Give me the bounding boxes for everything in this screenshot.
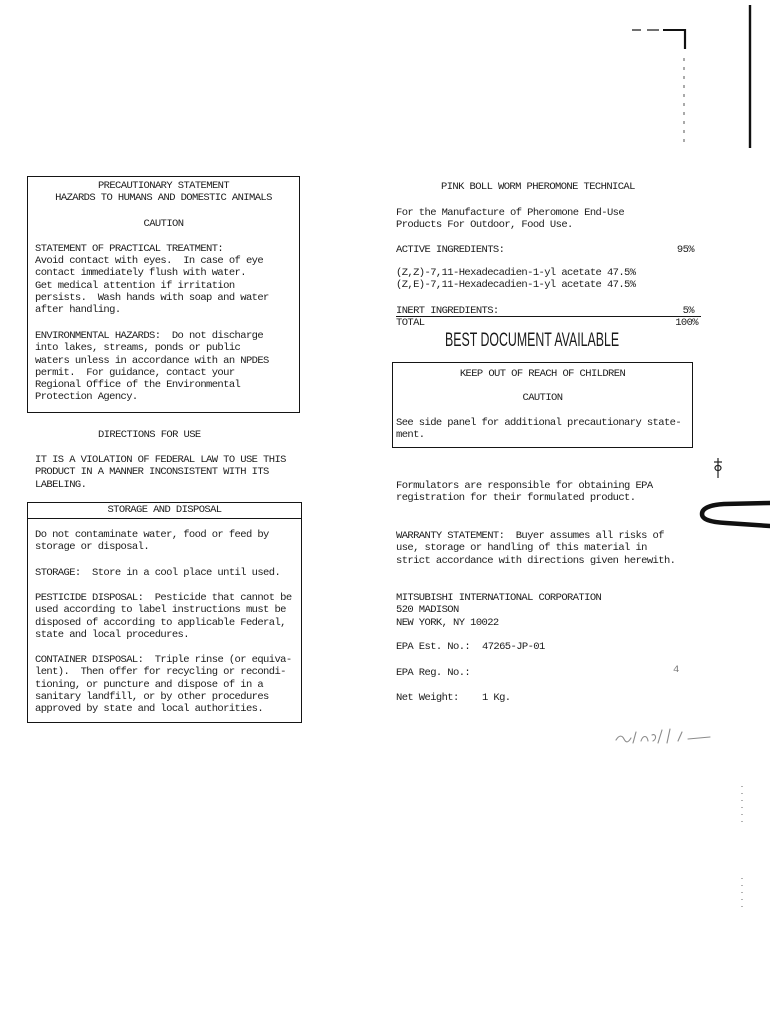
storage-disposal-box xyxy=(27,502,302,723)
warranty-text: Buyer assumes all risks of use, storage or handling of this material in strict accordance with directions given herewith. xyxy=(396,530,676,567)
environmental-hazards-text: Do not discharge into lakes, streams, ponds or public waters unless in accordance with an NPDES permit. For guidance, contact your Regional Office of the Environmental Protection Agency. xyxy=(35,330,269,404)
storage-text: Store in a cool place until used. xyxy=(80,567,281,579)
registration-mark xyxy=(714,458,722,478)
scribble-stroke xyxy=(633,732,636,743)
crop-corner-mark xyxy=(632,29,686,146)
environmental-hazards-label: ENVIRONMENTAL HAZARDS: xyxy=(35,330,161,342)
epa-est-value: 47265-JP-01 xyxy=(482,641,545,653)
warranty-label: WARRANTY STATEMENT: xyxy=(396,530,505,542)
environmental-hazards-paragraph xyxy=(35,330,269,404)
scribble-stroke xyxy=(652,735,656,741)
warranty-paragraph xyxy=(396,530,675,567)
treatment-text: Avoid contact with eyes. In case of eye contact immediately flush with water. Get medical attention if irritation persists. Wash hands with soap and water after handling. xyxy=(35,255,269,317)
container-disposal-text: Triple rinse (or equiva- lent). Then offer for recycling or recondi- tioning, or puncture and dispose of in a sanitary landfill, or by other procedures approved by state and local authorities. xyxy=(35,654,292,716)
active-ingredients-percent: 95% xyxy=(676,244,694,256)
storage-label: STORAGE: xyxy=(35,567,81,579)
registration-loop xyxy=(715,465,721,470)
active-ingredients-list: (Z,Z)-7,11-Hexadecadien-1-yl acetate 47.5% (Z,E)-7,11-Hexadecadien-1-yl acetate 47.5% xyxy=(396,267,636,292)
pesticide-disposal-text: Pesticide that cannot be used according to label instructions must be disposed of according to applicable Federal, state and local procedures. xyxy=(35,592,292,641)
keep-out-of-reach-warning: KEEP OUT OF REACH OF CHILDREN xyxy=(459,368,626,380)
net-weight-value: 1 Kg. xyxy=(482,692,511,704)
scribble-stroke xyxy=(667,729,670,743)
pesticide-disposal-label: PESTICIDE DISPOSAL: xyxy=(35,592,144,604)
net-weight-label: Net Weight: xyxy=(396,692,459,704)
hazards-subtitle: HAZARDS TO HUMANS AND DOMESTIC ANIMALS xyxy=(55,192,272,204)
binder-clip-mark xyxy=(702,503,770,526)
active-ingredients-label: ACTIVE INGREDIENTS: xyxy=(396,244,505,256)
handwritten-scribble xyxy=(616,729,710,743)
inert-ingredients-percent: 5% xyxy=(682,305,694,317)
storage-disposal-title: STORAGE AND DISPOSAL xyxy=(107,504,222,516)
storage-title-divider xyxy=(28,518,301,519)
epa-est-label: EPA Est. No.: xyxy=(396,641,471,653)
use-statement: For the Manufacture of Pheromone End-Use Products For Outdoor, Food Use. xyxy=(396,207,625,232)
storage-paragraph xyxy=(35,567,280,579)
scribble-stroke xyxy=(688,737,710,739)
children-caution-signal-word: CAUTION xyxy=(522,392,563,404)
best-document-stamp: BEST DOCUMENT AVAILABLE xyxy=(445,330,620,351)
scribble-stroke xyxy=(658,730,662,743)
formulators-note: Formulators are responsible for obtaining EPA registration for their formulated product. xyxy=(396,480,653,505)
scribble-stroke xyxy=(616,736,631,742)
directions-heading: DIRECTIONS FOR USE xyxy=(98,429,201,441)
container-disposal-label: CONTAINER DISPOSAL: xyxy=(35,654,144,666)
pesticide-disposal-paragraph xyxy=(35,592,292,641)
scribble-stroke xyxy=(678,732,682,741)
treatment-label: STATEMENT OF PRACTICAL TREATMENT: xyxy=(35,243,224,255)
scribble-stroke xyxy=(641,737,648,742)
total-percent: 100% xyxy=(675,317,698,329)
precautionary-title: PRECAUTIONARY STATEMENT xyxy=(97,180,230,192)
contamination-warning: Do not contaminate water, food or feed by storage or disposal. xyxy=(35,529,269,554)
container-disposal-paragraph xyxy=(35,654,292,715)
registrant-address: MITSUBISHI INTERNATIONAL CORPORATION 520 MADISON NEW YORK, NY 10022 xyxy=(396,592,602,629)
epa-reg-label: EPA Reg. No.: xyxy=(396,667,471,679)
inert-ingredients-label: INERT INGREDIENTS: xyxy=(396,305,499,317)
total-label: TOTAL xyxy=(396,317,425,329)
precautionary-statement-box xyxy=(27,176,300,413)
caution-signal-word: CAUTION xyxy=(143,218,184,230)
product-name: PINK BOLL WORM PHEROMONE TECHNICAL xyxy=(441,181,635,193)
violation-notice: IT IS A VIOLATION OF FEDERAL LAW TO USE THIS PRODUCT IN A MANNER INCONSISTENT WITH ITS LABELING. xyxy=(35,454,286,491)
keep-out-of-reach-box xyxy=(392,362,693,448)
side-panel-note: See side panel for additional precautionary state- ment. xyxy=(396,417,682,442)
epa-reg-value: 4 xyxy=(673,664,679,676)
